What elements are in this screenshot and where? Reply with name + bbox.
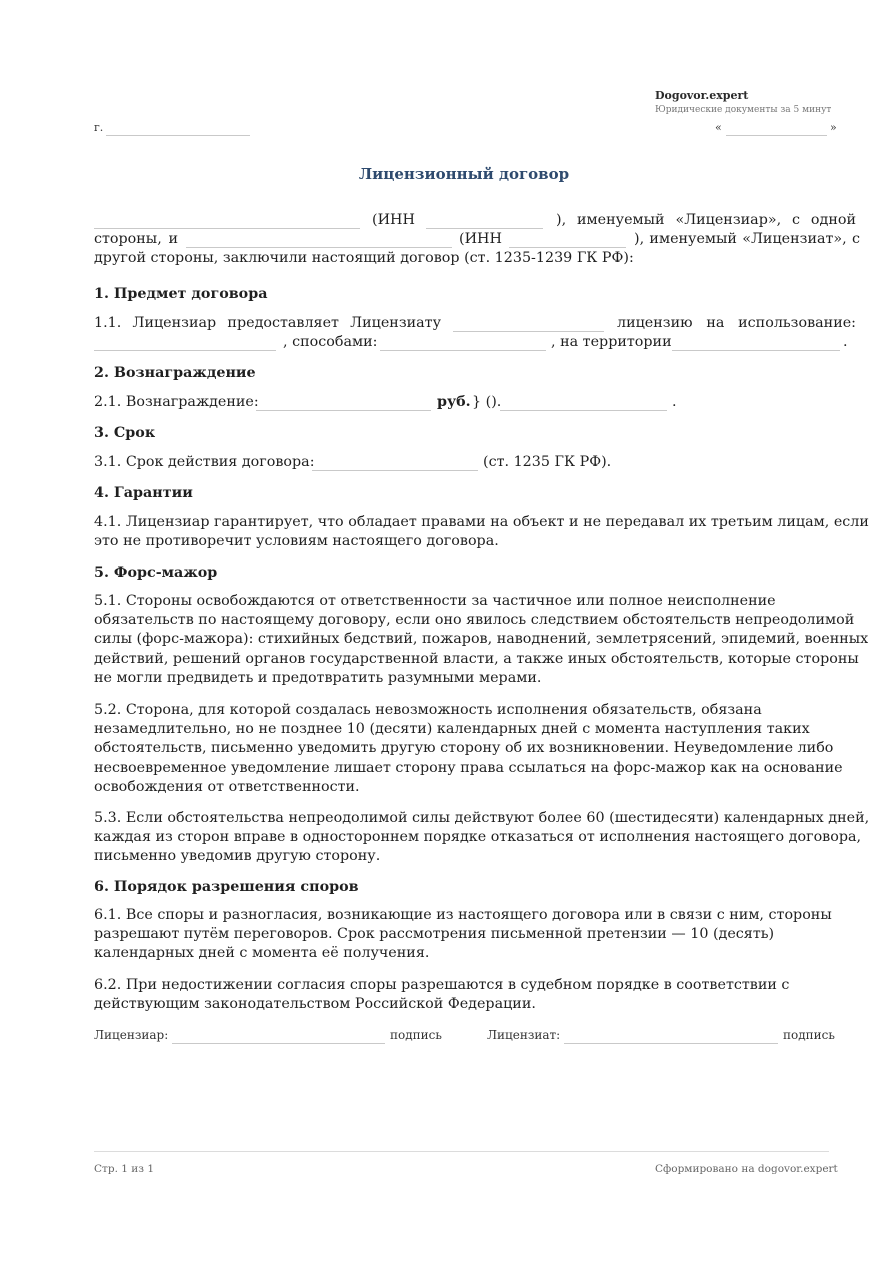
section-4-paragraph-1: 4.1. Лицензиар гарантирует, что обладает правами на объект и не передавал их третьим лицам, если это не противоречит условиям настоящего договора. xyxy=(94,514,869,550)
licensee-inn-field[interactable] xyxy=(509,247,626,248)
document-title: Лицензионный договор xyxy=(358,165,570,183)
page-number: Стр. 1 из 1 xyxy=(94,1163,155,1175)
section-1-methods-label: , способами: xyxy=(283,334,378,350)
section-1-period: . xyxy=(843,334,848,350)
brand-tagline: Юридические документы за 5 минут xyxy=(655,105,832,115)
section-2-text-start: 2.1. Вознаграждение: xyxy=(94,394,259,410)
section-2-heading: 2. Вознаграждение xyxy=(94,365,256,381)
date-open-quote: « xyxy=(715,121,722,134)
section-5-paragraph-1: 5.1. Стороны освобождаются от ответственности за частичное или полное неисполнение обязательств по настоящему договору, если оно явилось следствием обстоятельств непреодолимой силы (форс-мажора): стихийных бедствий, пожаров, наводнений, землетрясений, эпидемий, военных действий, решений органов государственной власти, а также иных обстоятельств, которые стороны не могли предвидеть и предотвратить разумными мерами. xyxy=(94,593,869,686)
licensee-name-field[interactable] xyxy=(186,247,452,248)
intro-named-licensee: ), именуемый «Лицензиат», с xyxy=(634,231,860,247)
footer-generated: Сформировано на dogovor.expert xyxy=(655,1163,838,1175)
licensor-inn-field[interactable] xyxy=(426,228,543,229)
date-field[interactable] xyxy=(726,135,827,136)
date-close-quote: » xyxy=(830,121,837,134)
section-1-text-start: 1.1. Лицензиар предоставляет Лицензиату xyxy=(94,315,441,331)
section-1-heading: 1. Предмет договора xyxy=(94,286,268,302)
intro-inn-label-2: (ИНН xyxy=(459,231,502,247)
licensee-sign-caption: подпись xyxy=(783,1028,835,1042)
licensor-signature-field[interactable] xyxy=(172,1043,385,1044)
section-1-license-text: лицензию на использование: xyxy=(617,315,856,331)
licensor-signature-label: Лицензиар: xyxy=(94,1028,169,1042)
intro-sides-and: стороны, и xyxy=(94,231,178,247)
section-3-text-end: (ст. 1235 ГК РФ). xyxy=(483,454,612,470)
section-2-brace: } (). xyxy=(472,394,502,410)
section-6-paragraph-2: 6.2. При недостижении согласия споры разрешаются в судебном порядке в соответствии с действующим законодательством Российской Федерации. xyxy=(94,977,790,1013)
section-5-heading: 5. Форс-мажор xyxy=(94,565,218,581)
license-territory-field[interactable] xyxy=(672,350,840,351)
licensee-signature-field[interactable] xyxy=(564,1043,778,1044)
section-4-heading: 4. Гарантии xyxy=(94,485,193,501)
license-methods-field[interactable] xyxy=(380,350,546,351)
intro-line-3: другой стороны, заключили настоящий договор (ст. 1235-1239 ГК РФ): xyxy=(94,250,634,266)
section-1-territory-label: , на территории xyxy=(551,334,672,350)
section-5-paragraph-3: 5.3. Если обстоятельства непреодолимой силы действуют более 60 (шестидесяти) календарных дней, каждая из сторон вправе в одностороннем порядке отказаться от исполнения настоящего договора, письменно уведомив другую сторону. xyxy=(94,810,870,865)
city-label: г. xyxy=(94,121,104,134)
footer-divider xyxy=(94,1151,829,1152)
licensee-object-field[interactable] xyxy=(453,331,604,332)
licensee-signature-label: Лицензиат: xyxy=(487,1028,561,1042)
section-6-heading: 6. Порядок разрешения споров xyxy=(94,879,359,895)
city-field[interactable] xyxy=(106,135,250,136)
section-3-text-start: 3.1. Срок действия договора: xyxy=(94,454,315,470)
section-2-rub: руб. xyxy=(437,394,471,410)
license-object-field[interactable] xyxy=(94,350,276,351)
section-5-paragraph-2: 5.2. Сторона, для которой создалась невозможность исполнения обязательств, обязана незамедлительно, но не позднее 10 (десяти) календарных дней с момента наступления таких обстоятельств, письменно уведомить другую сторону об их возникновении. Неуведомление либо несвоевременное уведомление лишает сторону права ссылаться на форс-мажор как на основание освобождения от ответственности. xyxy=(94,702,843,795)
intro-named-licensor: ), именуемый «Лицензиар», с одной xyxy=(556,212,856,228)
reward-words-field[interactable] xyxy=(500,410,667,411)
section-3-heading: 3. Срок xyxy=(94,425,156,441)
licensor-sign-caption: подпись xyxy=(390,1028,442,1042)
contract-term-field[interactable] xyxy=(312,470,478,471)
section-6-paragraph-1: 6.1. Все споры и разногласия, возникающие из настоящего договора или в связи с ним, стороны разрешают путём переговоров. Срок рассмотрения письменной претензии — 10 (десять) календарных дней с момента её получения. xyxy=(94,907,832,962)
reward-amount-field[interactable] xyxy=(256,410,431,411)
licensor-name-field[interactable] xyxy=(94,228,360,229)
intro-inn-label-1: (ИНН xyxy=(372,212,415,228)
section-2-period: . xyxy=(672,394,677,410)
brand-name: Dogovor.expert xyxy=(655,89,749,102)
